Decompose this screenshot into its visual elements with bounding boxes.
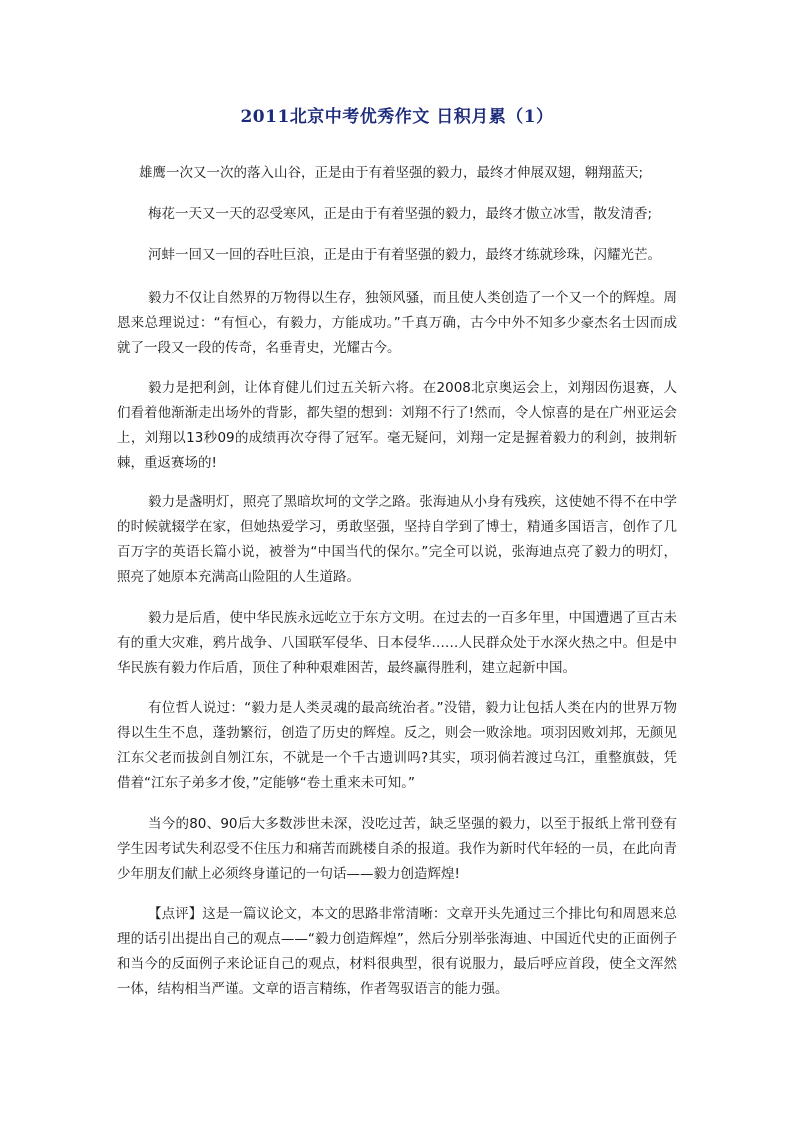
paragraph-perseverance-nature: 毅力不仅让自然界的万物得以生存，独领风骚，而且使人类创造了一个又一个的辉煌。周恩来总理说过：“有恒心，有毅力，方能成功。”千真万确，古今中外不知多少豪杰名士因而成就了一段又一段的传奇，名垂青史，光耀古今。: [117, 290, 677, 356]
intro-line-plum: 梅花一天又一天的忍受寒风，正是由于有着坚强的毅力，最终才傲立冰雪，散发清香;: [148, 206, 653, 222]
intro-line-eagle: 雄鹰一次又一次的落入山谷，正是由于有着坚强的毅力，最终才伸展双翅，翱翔蓝天;: [139, 165, 644, 181]
paragraph-commentary: 【点评】这是一篇议论文，本文的思路非常清晰：文章开头先通过三个排比句和周恩来总理的话引出提出自己的观点——“毅力创造辉煌”，然后分别举张海迪、中国近代史的正面例子和当今的反面例子来论证自己的观点，材料很典型，很有说服力，最后呼应首段，使全文浑然一体，结构相当严谨。文章的语言精练，作者驾驭语言的能力强。: [117, 906, 677, 997]
paragraph-philosopher-quote: 有位哲人说过：“毅力是人类灵魂的最高统治者。”没错，毅力让包括人类在内的世界万物得以生生不息，蓬勃繁衍，创造了历史的辉煌。反之，则会一败涂地。项羽因败刘邦，无颜见江东父老而拔剑自刎江东，不就是一个千古遗训吗?其实，项羽倘若渡过乌江，重整旗鼓，凭借着“江东子弟多才俊，”定能够“卷土重来未可知。”: [117, 700, 677, 791]
paragraph-bright-lamp: 毅力是盏明灯，照亮了黑暗坎坷的文学之路。张海迪从小身有残疾，这使她不得不在中学的时候就辍学在家，但她热爱学习，勇敢坚强，坚持自学到了博士，精通多国语言，创作了几百万字的英语长篇小说，被誉为“中国当代的保尔。”完全可以说，张海迪点亮了毅力的明灯，照亮了她原本充满高山险阻的人生道路。: [117, 494, 677, 585]
paragraph-backing-shield: 毅力是后盾，使中华民族永远屹立于东方文明。在过去的一百多年里，中国遭遇了亘古未有的重大灾难，鸦片战争、八国联军侵华、日本侵华……人民群众处于水深火热之中。但是中华民族有毅力作后盾，顶住了种种艰难困苦，最终赢得胜利，建立起新中国。: [117, 610, 677, 676]
document-title: 2011北京中考优秀作文 日积月累（1）: [240, 107, 554, 127]
paragraph-youth-appeal: 当今的80、90后大多数涉世未深，没吃过苦，缺乏坚强的毅力，以至于报纸上常刊登有学生因考试失利忍受不住压力和痛苦而跳楼自杀的报道。我作为新时代年轻的一员，在此向青少年朋友们献上必须终身谨记的一句话——毅力创造辉煌!: [117, 816, 677, 882]
paragraph-sharp-sword: 毅力是把利剑，让体育健儿们过五关斩六将。在2008北京奥运会上，刘翔因伤退赛，人们看着他渐渐走出场外的背影，都失望的想到：刘翔不行了!然而，令人惊喜的是在广州亚运会上，刘翔以13秒09的成绩再次夺得了冠军。毫无疑问，刘翔一定是握着毅力的利剑，披荆斩棘，重返赛场的!: [117, 380, 677, 471]
intro-line-mussel: 河蚌一回又一回的吞吐巨浪，正是由于有着坚强的毅力，最终才练就珍珠，闪耀光芒。: [148, 247, 661, 263]
